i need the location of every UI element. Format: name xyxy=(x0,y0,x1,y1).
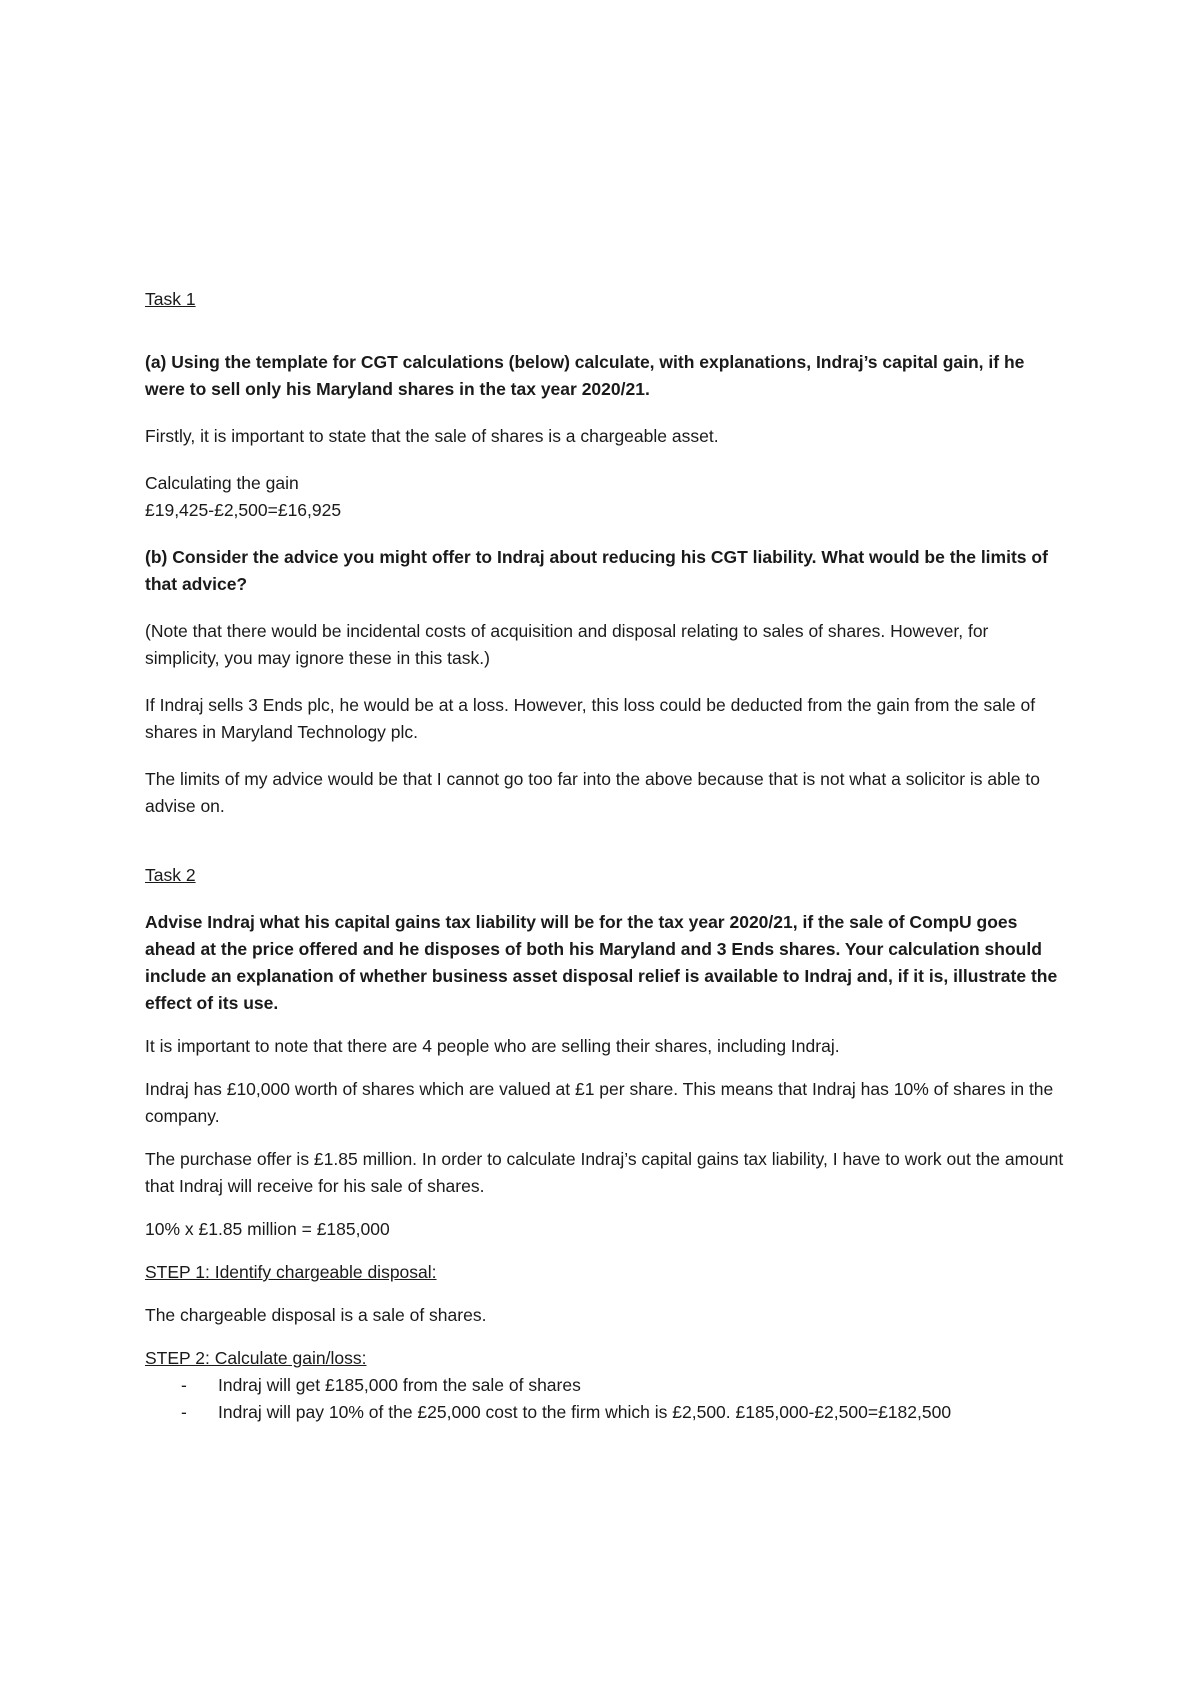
task-2-para-1: It is important to note that there are 4 people who are selling their shares, including Indraj. xyxy=(145,1036,840,1056)
task-1-heading: Task 1 xyxy=(145,289,196,309)
calc-value: £19,425-£2,500=£16,925 xyxy=(145,500,342,520)
list-item xyxy=(145,1372,1065,1399)
task-2-heading: Task 2 xyxy=(145,865,196,885)
task-2-para-2: Indraj has £10,000 worth of shares which are valued at £1 per share. This means that Indraj has 10% of shares in the company. xyxy=(145,1079,1054,1126)
step-1-heading: STEP 1: Identify chargeable disposal: xyxy=(145,1262,437,1282)
task-1-note: (Note that there would be incidental costs of acquisition and disposal relating to sales of shares. However, for simplicity, you may ignore these in this task.) xyxy=(145,621,989,668)
document-body xyxy=(145,286,1065,1426)
bullet-dash: - xyxy=(181,1375,187,1395)
task-1-question-b: (b) Consider the advice you might offer to Indraj about reducing his CGT liability. What would be the limits of that advice? xyxy=(145,547,1048,594)
step-2-list xyxy=(145,1372,1065,1426)
task-1-answer-b-1: If Indraj sells 3 Ends plc, he would be at a loss. However, this loss could be deducted from the gain from the sale of shares in Maryland Technology plc. xyxy=(145,695,1036,742)
calc-label: Calculating the gain xyxy=(145,473,299,493)
list-item-text: Indraj will pay 10% of the £25,000 cost to the firm which is £2,500. £185,000-£2,500=£182,500 xyxy=(218,1402,952,1422)
task-1-answer-a-intro: Firstly, it is important to state that the sale of shares is a chargeable asset. xyxy=(145,426,719,446)
task-1-question-a: (a) Using the template for CGT calculations (below) calculate, with explanations, Indraj’s capital gain, if he were to sell only his Maryland shares in the tax year 2020/21. xyxy=(145,352,1025,399)
bullet-dash: - xyxy=(181,1402,187,1422)
task-2-question: Advise Indraj what his capital gains tax liability will be for the tax year 2020/21, if the sale of CompU goes ahead at the price offered and he disposes of both his Maryland and 3 Ends shares. Your calculation should include an explanation of whether business asset disposal relief is available to Indraj and, if it is, illustrate the effect of its use. xyxy=(145,912,1058,1013)
step-1-text: The chargeable disposal is a sale of shares. xyxy=(145,1305,487,1325)
list-item xyxy=(145,1399,1065,1426)
list-item-text: Indraj will get £185,000 from the sale of shares xyxy=(218,1375,581,1395)
task-2-calc: 10% x £1.85 million = £185,000 xyxy=(145,1219,390,1239)
task-1-answer-b-2: The limits of my advice would be that I cannot go too far into the above because that is not what a solicitor is able to advise on. xyxy=(145,769,1040,816)
step-2-heading: STEP 2: Calculate gain/loss: xyxy=(145,1348,367,1368)
task-2-para-3: The purchase offer is £1.85 million. In order to calculate Indraj’s capital gains tax liability, I have to work out the amount that Indraj will receive for his sale of shares. xyxy=(145,1149,1064,1196)
